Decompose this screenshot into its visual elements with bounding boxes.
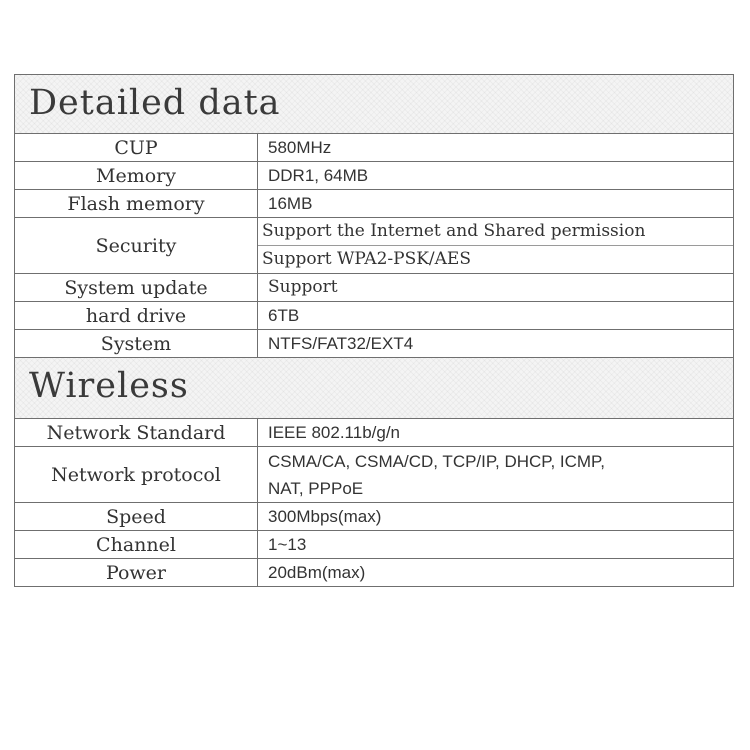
spec-value-cell xyxy=(258,447,733,502)
spec-value-cell xyxy=(258,274,733,301)
spec-label: Network Standard xyxy=(15,419,258,446)
spec-label: Power xyxy=(15,559,258,586)
spec-label: Network protocol xyxy=(15,447,258,502)
spec-value: 300Mbps(max) xyxy=(268,507,382,526)
spec-label: System xyxy=(15,330,258,357)
spec-label: CUP xyxy=(15,134,258,161)
spec-value-cell xyxy=(258,162,733,189)
spec-value-cell xyxy=(258,330,733,357)
spec-value-cell xyxy=(258,190,733,217)
spec-row-power xyxy=(14,559,734,587)
spec-row-memory xyxy=(14,162,734,190)
spec-row-network-standard xyxy=(14,419,734,447)
spec-table xyxy=(14,74,734,587)
section-title: Wireless xyxy=(29,366,189,406)
spec-value-cell xyxy=(258,302,733,329)
spec-value-cell xyxy=(258,218,733,273)
spec-value: Support the Internet and Shared permission xyxy=(262,221,646,241)
spec-value-cell xyxy=(258,503,733,530)
spec-label: Channel xyxy=(15,531,258,558)
spec-value: 6TB xyxy=(268,306,300,325)
spec-row-cup xyxy=(14,134,734,162)
spec-label: Speed xyxy=(15,503,258,530)
spec-label: System update xyxy=(15,274,258,301)
spec-row-channel xyxy=(14,531,734,559)
spec-value: IEEE 802.11b/g/n xyxy=(268,423,401,442)
spec-value: CSMA/CA, CSMA/CD, TCP/IP, DHCP, ICMP, xyxy=(268,451,605,471)
spec-value-cell xyxy=(258,134,733,161)
spec-value: DDR1, 64MB xyxy=(268,166,369,185)
spec-value: 20dBm(max) xyxy=(268,563,366,582)
spec-label: Memory xyxy=(15,162,258,189)
spec-row-speed xyxy=(14,503,734,531)
spec-value: NTFS/FAT32/EXT4 xyxy=(268,334,414,353)
spec-label: Security xyxy=(15,218,258,273)
spec-value: 16MB xyxy=(268,194,313,213)
spec-row-network-protocol xyxy=(14,447,734,503)
spec-value: 1~13 xyxy=(268,535,307,554)
spec-value: 580MHz xyxy=(268,138,332,157)
spec-label: Flash memory xyxy=(15,190,258,217)
spec-value: Support WPA2-PSK/AES xyxy=(258,245,733,273)
spec-value-cell xyxy=(258,559,733,586)
spec-value: Support xyxy=(268,277,338,297)
spec-row-flash-memory xyxy=(14,190,734,218)
section-header-detailed-data xyxy=(14,75,734,134)
section-title: Detailed data xyxy=(29,83,281,123)
spec-value-cell xyxy=(258,419,733,446)
spec-row-hard-drive xyxy=(14,302,734,330)
spec-row-system xyxy=(14,330,734,358)
spec-label: hard drive xyxy=(15,302,258,329)
spec-row-security xyxy=(14,218,734,274)
spec-value-cell xyxy=(258,531,733,558)
spec-row-system-update xyxy=(14,274,734,302)
spec-value: NAT, PPPoE xyxy=(268,478,364,498)
section-header-wireless xyxy=(14,358,734,419)
